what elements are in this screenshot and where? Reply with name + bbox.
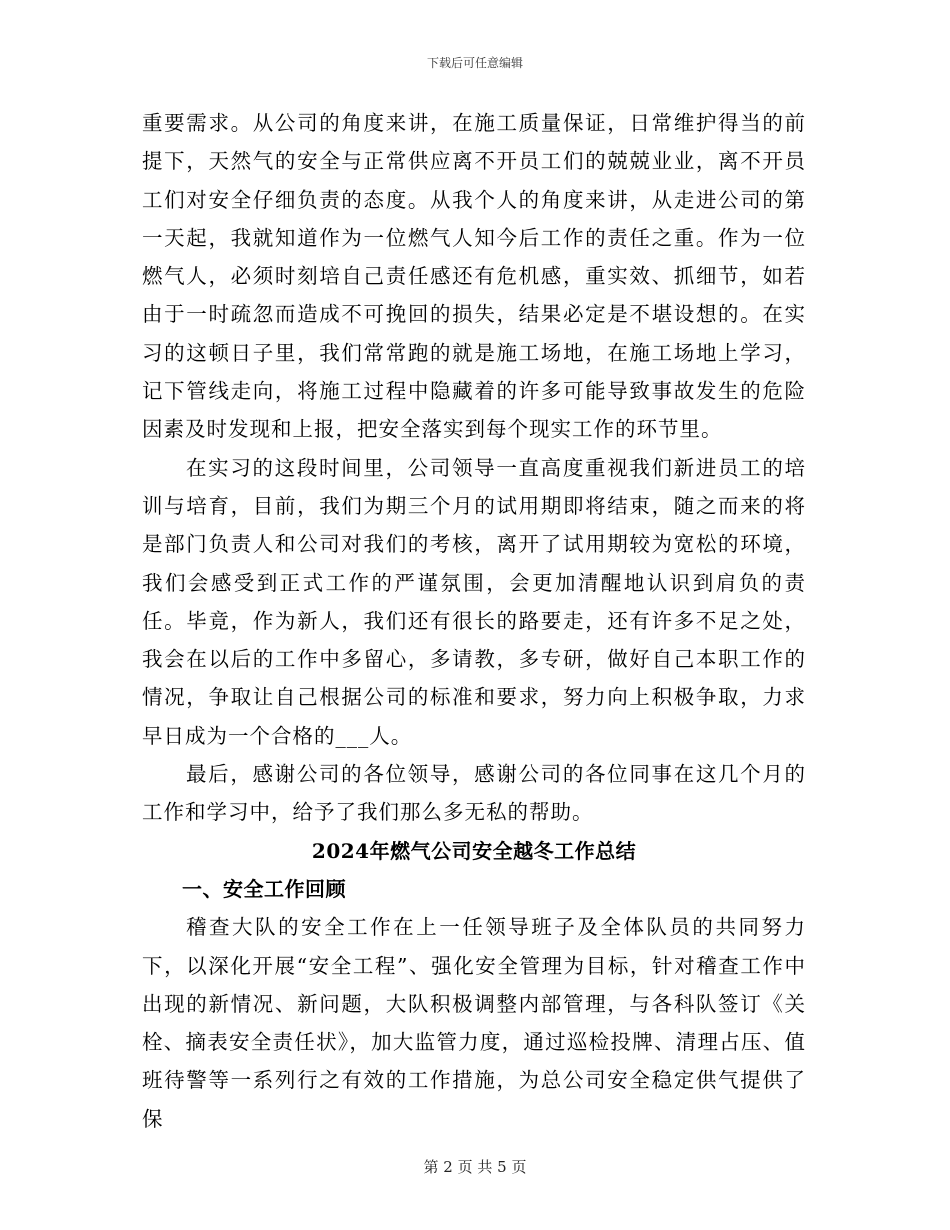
paragraph-2: 在实习的这段时间里，公司领导一直高度重视我们新进员工的培训与培育，目前，我们为期三个月的试用期即将结束，随之而来的将是部门负责人和公司对我们的考核，离开了试用期较为宽松的环境，我们会感受到正式工作的严谨氛围，会更加清醒地认识到肩负的责任。毕竟，作为新人，我们还有很长的路要走，还有许多不足之处，我会在以后的工作中多留心，多请教，多专研，做好自己本职工作的情况，争取让自己根据公司的标准和要求，努力向上积极争取，力求早日成为一个合格的___人。 [142, 455, 806, 748]
page-header: 下载后可任意编辑 [426, 56, 523, 70]
document-body [142, 104, 806, 1138]
paragraph-1: 重要需求。从公司的角度来讲，在施工质量保证，日常维护得当的前提下，天然气的安全与正常供应离不开员工们的兢兢业业，离不开员工们对安全仔细负责的态度。从我个人的角度来讲，从走进公司的第一天起，我就知道作为一位燃气人知今后工作的责任之重。作为一位燃气人，必须时刻培自己责任感还有危机感，重实效、抓细节，如若由于一时疏忽而造成不可挽回的损失，结果必定是不堪设想的。在实习的这顿日子里，我们常常跑的就是施工场地，在施工场地上学习，记下管线走向，将施工过程中隐藏着的许多可能导致事故发生的危险因素及时发现和上报，把安全落实到每个现实工作的环节里。 [142, 111, 806, 442]
heading-safety-review: 一、安全工作回顾 [182, 876, 346, 901]
page-footer: 第 2 页 共 5 页 [423, 1158, 527, 1176]
section-title: 2024年燃气公司安全越冬工作总结 [311, 838, 637, 863]
paragraph-4: 稽查大队的安全工作在上一任领导班子及全体队员的共同努力下，以深化开展“安全工程”、强化安全管理为目标，针对稽查工作中出现的新情况、新问题，大队积极调整内部管理，与各科队签订《关栓、摘表安全责任状》，加大监管力度，通过巡检投牌、清理占压、值班待警等一系列行之有效的工作措施，为总公司安全稳定供气提供了保 [142, 915, 806, 1131]
paragraph-3: 最后，感谢公司的各位领导，感谢公司的各位同事在这几个月的工作和学习中，给予了我们那么多无私的帮助。 [142, 762, 806, 825]
